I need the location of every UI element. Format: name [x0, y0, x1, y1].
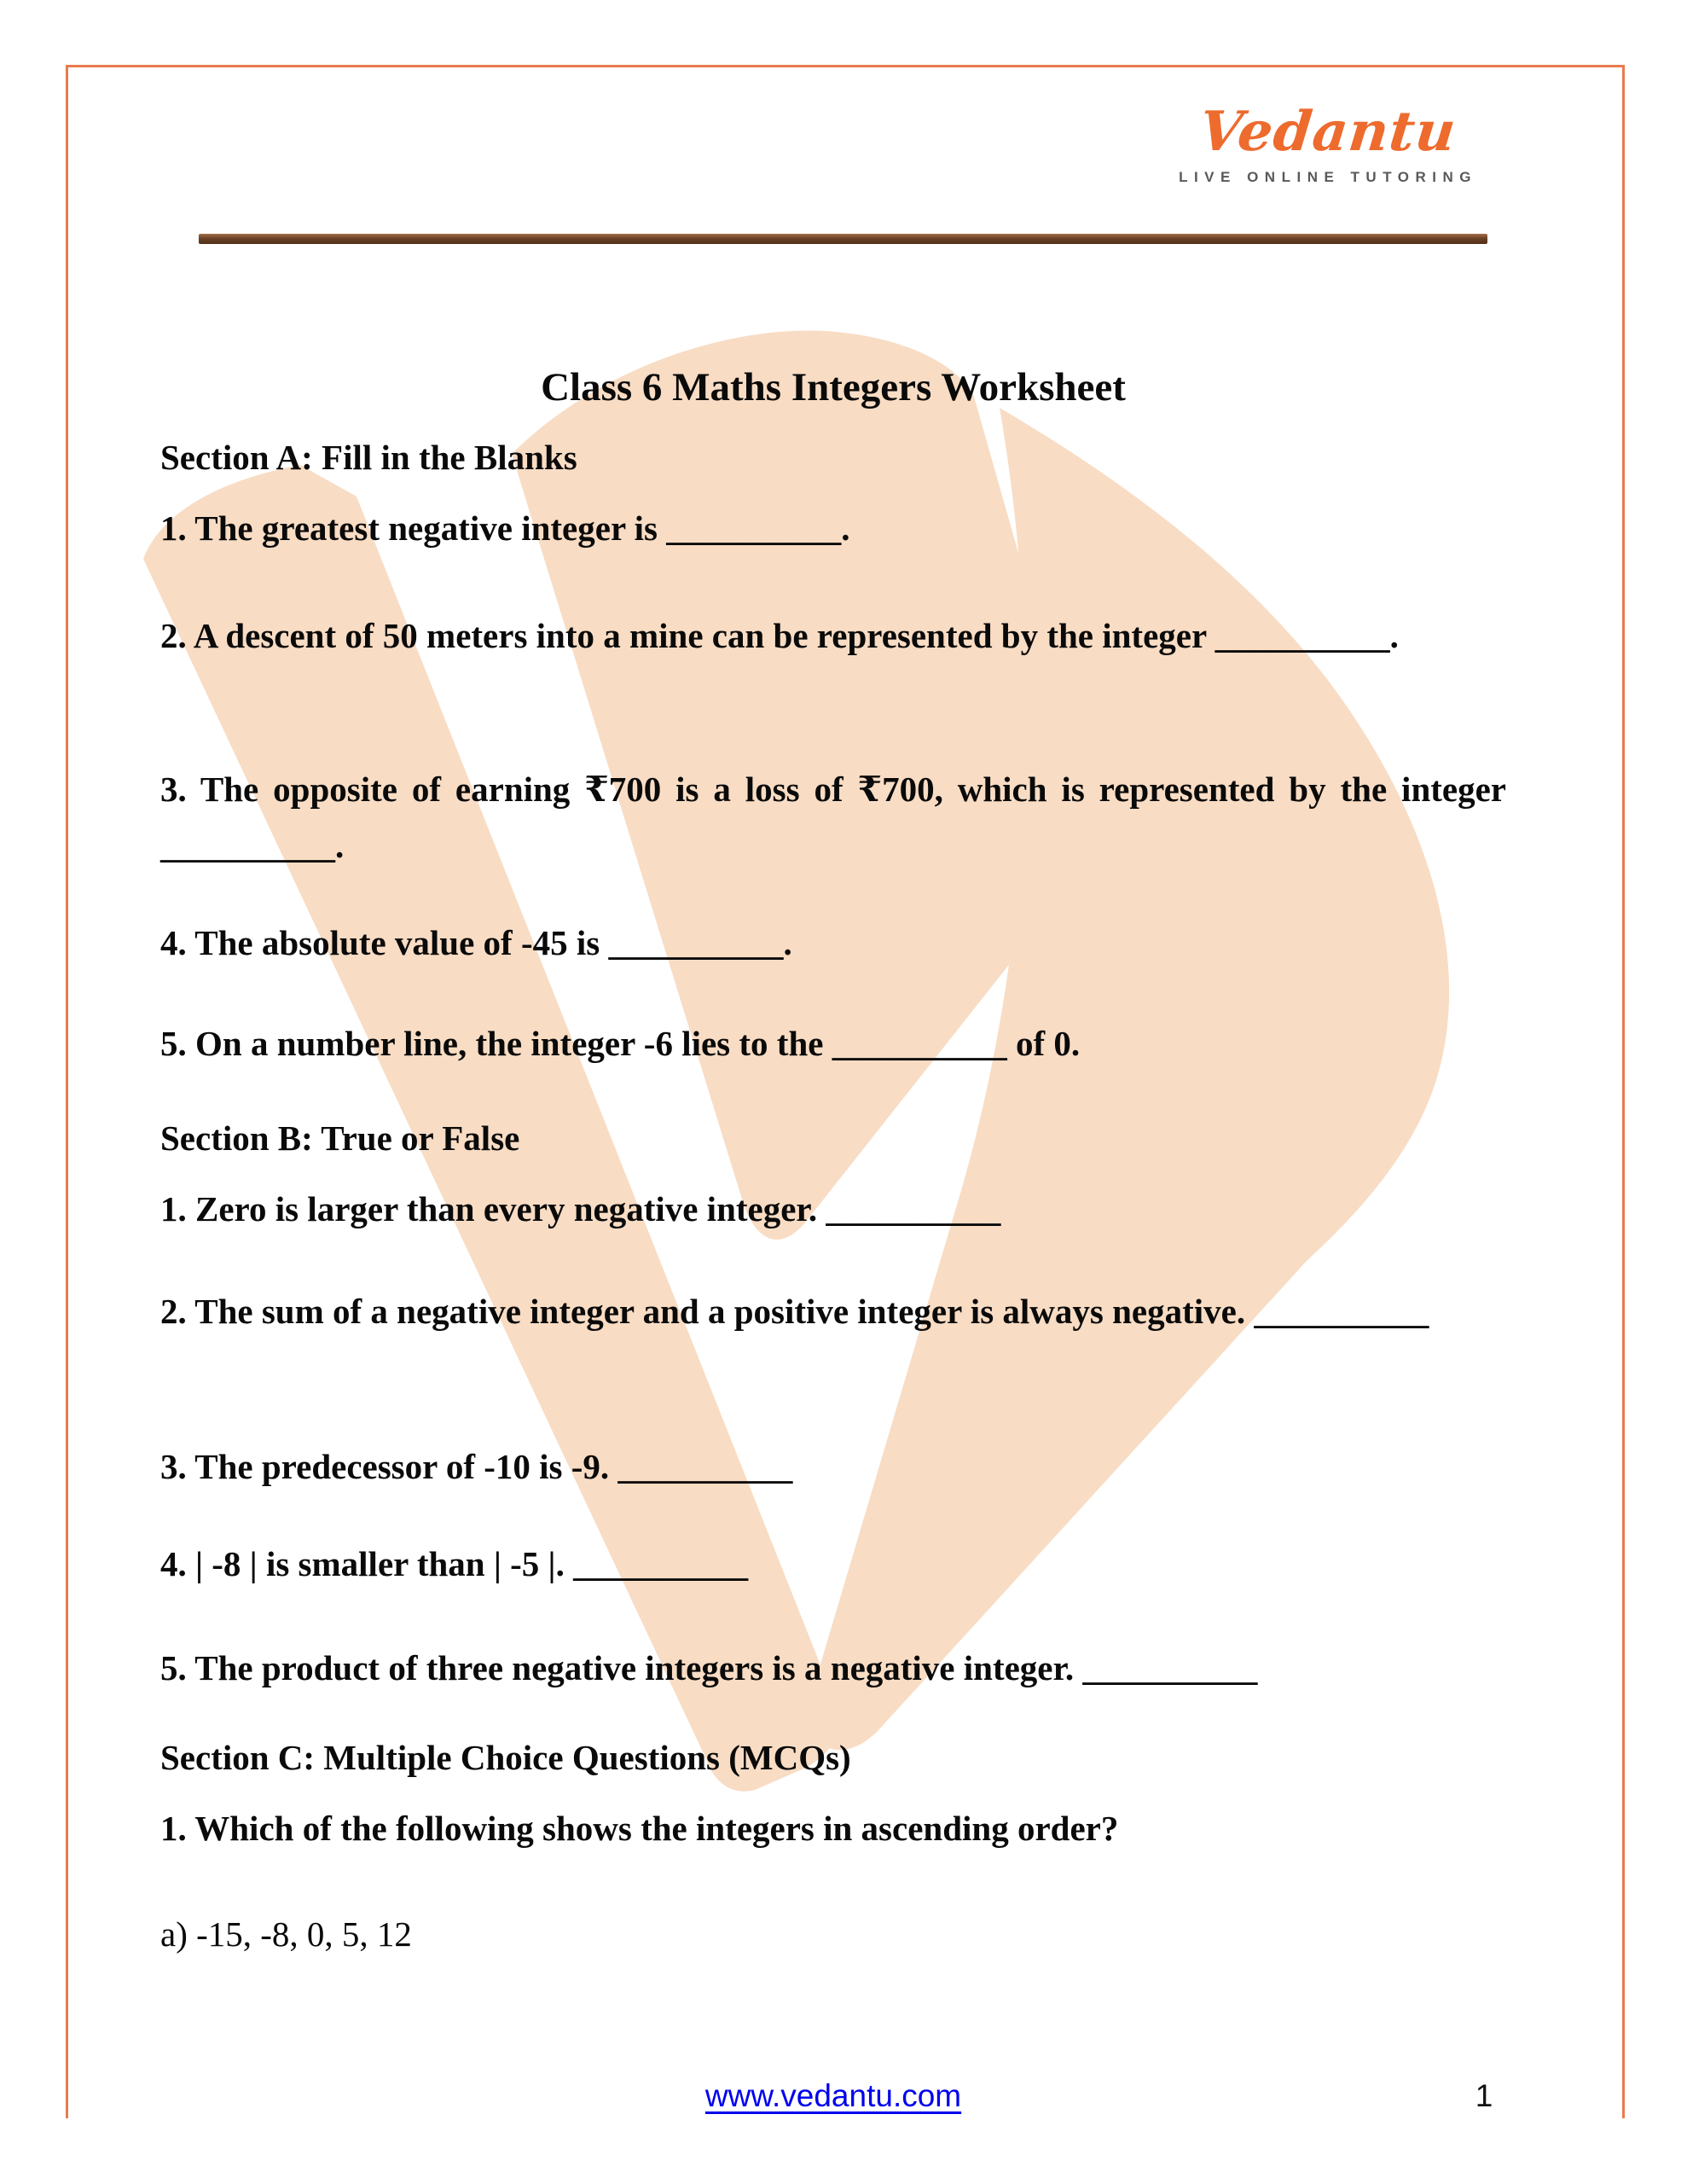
- section-c-option-a: a) -15, -8, 0, 5, 12: [160, 1914, 412, 1954]
- logo-tagline: LIVE ONLINE TUTORING: [1179, 169, 1477, 185]
- section-c-heading: Section C: Multiple Choice Questions (MCQs): [160, 1738, 851, 1777]
- section-b-question-4: 4. | -8 | is smaller than | -5 |. __________: [160, 1544, 749, 1583]
- vedantu-logo: [1179, 102, 1477, 186]
- page-number: 1: [1475, 2078, 1493, 2113]
- section-b-question-5: 5. The product of three negative integers is a negative integer. __________: [160, 1648, 1258, 1687]
- section-b-question-2: 2. The sum of a negative integer and a positive integer is always negative. __________: [160, 1292, 1429, 1331]
- footer-link[interactable]: www.vedantu.com: [704, 2078, 962, 2113]
- header-divider-rule: [199, 234, 1487, 244]
- section-b-question-3: 3. The predecessor of -10 is -9. __________: [160, 1447, 793, 1486]
- page-title: Class 6 Maths Integers Worksheet: [541, 365, 1126, 410]
- section-a-question-3: 3. The opposite of earning ₹700 is a loss of ₹700, which is represented by the integer __________.: [160, 770, 1506, 865]
- section-a-heading: Section A: Fill in the Blanks: [160, 438, 577, 477]
- section-a-question-2: 2. A descent of 50 meters into a mine can be represented by the integer __________.: [160, 616, 1399, 655]
- section-a-question-5: 5. On a number line, the integer -6 lies to the __________ of 0.: [160, 1024, 1081, 1063]
- section-a-question-1: 1. The greatest negative integer is __________.: [160, 508, 850, 548]
- section-a-question-4: 4. The absolute value of -45 is __________.: [160, 923, 792, 962]
- section-b-heading: Section B: True or False: [160, 1118, 520, 1158]
- section-b-question-1: 1. Zero is larger than every negative integer. __________: [160, 1189, 1001, 1228]
- footer: [160, 2078, 1506, 2114]
- section-c-question-1: 1. Which of the following shows the integers in ascending order?: [160, 1809, 1119, 1848]
- logo-wordmark: Vedantu: [1196, 100, 1460, 164]
